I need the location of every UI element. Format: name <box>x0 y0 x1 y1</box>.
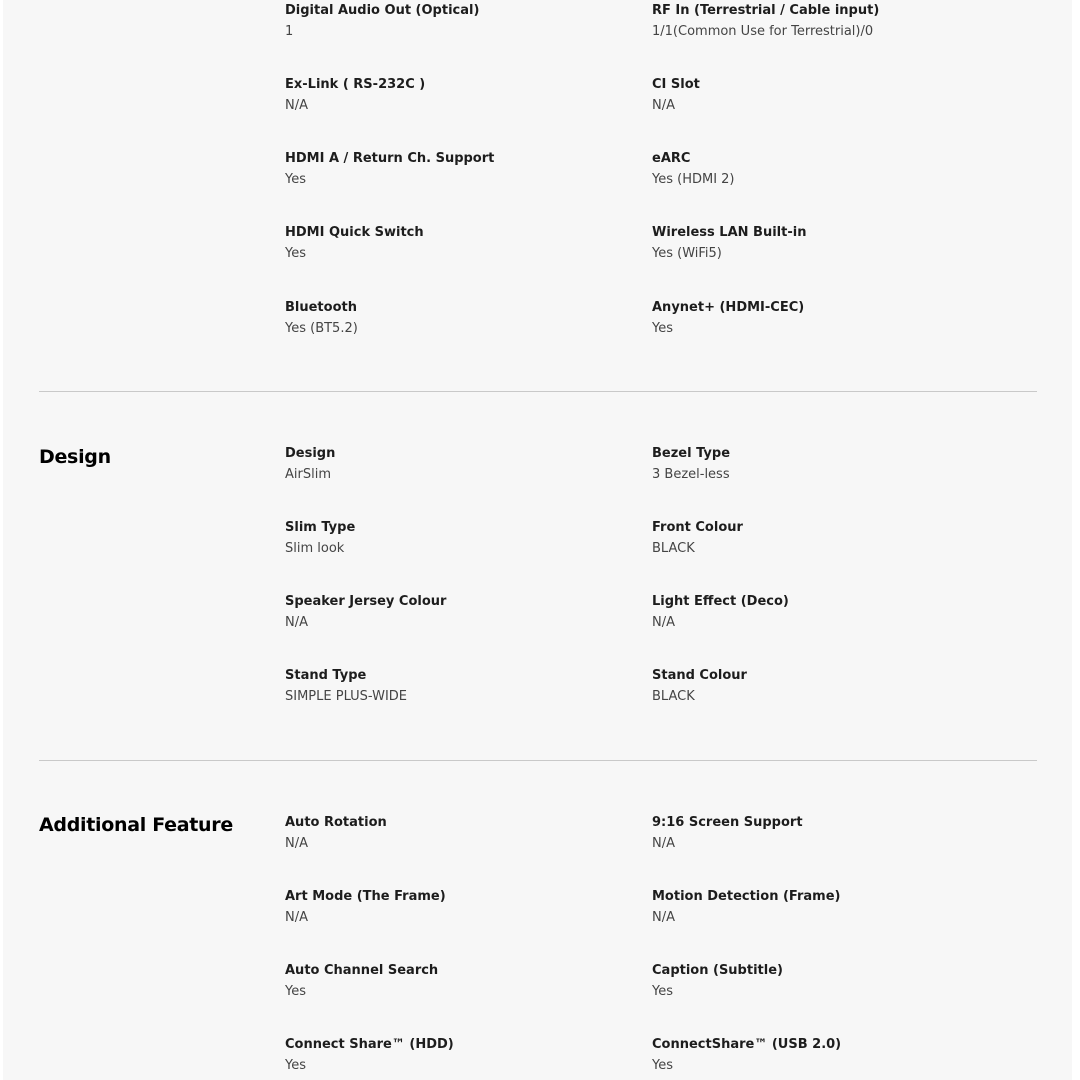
spec-label: HDMI Quick Switch <box>285 225 424 240</box>
spec-earc <box>652 151 992 188</box>
spec-label: Anynet+ (HDMI-CEC) <box>652 300 805 315</box>
spec-hdmi-quick-switch <box>285 225 625 262</box>
spec-label: Motion Detection (Frame) <box>652 889 841 904</box>
spec-anynet <box>652 300 992 337</box>
spec-label: Auto Channel Search <box>285 963 439 978</box>
spec-motion-detection <box>652 889 992 926</box>
spec-rf-in <box>652 3 992 40</box>
spec-value: N/A <box>285 836 308 851</box>
section-divider <box>39 391 1037 392</box>
spec-label: eARC <box>652 151 691 166</box>
spec-value: N/A <box>285 98 308 113</box>
spec-label: 9:16 Screen Support <box>652 815 803 830</box>
spec-digital-audio-out <box>285 3 625 40</box>
spec-label: Front Colour <box>652 520 743 535</box>
spec-label: Slim Type <box>285 520 356 535</box>
spec-caption-subtitle <box>652 963 992 1000</box>
spec-front-colour <box>652 520 992 557</box>
spec-label: Speaker Jersey Colour <box>285 594 447 609</box>
spec-value: Yes <box>285 984 306 999</box>
spec-value: N/A <box>652 615 675 630</box>
spec-value: SIMPLE PLUS-WIDE <box>285 689 408 704</box>
spec-value: 1/1(Common Use for Terrestrial)/0 <box>652 24 874 39</box>
spec-value: Yes (WiFi5) <box>652 246 722 261</box>
spec-value: 3 Bezel-less <box>652 467 730 482</box>
spec-value: Yes <box>652 321 673 336</box>
spec-label: HDMI A / Return Ch. Support <box>285 151 495 166</box>
spec-value: N/A <box>652 910 675 925</box>
spec-wireless-lan <box>652 225 992 262</box>
spec-9-16-screen-support <box>652 815 992 852</box>
spec-value: Yes <box>285 1058 306 1073</box>
spec-value: 1 <box>285 24 294 39</box>
spec-label: Digital Audio Out (Optical) <box>285 3 480 18</box>
spec-hdmi-return <box>285 151 625 188</box>
spec-label: Caption (Subtitle) <box>652 963 783 978</box>
spec-value: BLACK <box>652 689 695 704</box>
spec-bluetooth <box>285 300 625 337</box>
spec-value: N/A <box>285 910 308 925</box>
spec-label: Bluetooth <box>285 300 357 315</box>
spec-design <box>285 446 625 483</box>
spec-value: N/A <box>652 98 675 113</box>
spec-label: Light Effect (Deco) <box>652 594 789 609</box>
spec-ex-link <box>285 77 625 114</box>
specs-page <box>3 0 1072 1080</box>
spec-stand-colour <box>652 668 992 705</box>
spec-label: Stand Type <box>285 668 367 683</box>
spec-value: N/A <box>285 615 308 630</box>
spec-label: Connect Share™ (HDD) <box>285 1037 454 1052</box>
spec-label: Design <box>285 446 336 461</box>
spec-value: Slim look <box>285 541 345 556</box>
spec-ci-slot <box>652 77 992 114</box>
spec-bezel-type <box>652 446 992 483</box>
spec-value: Yes <box>285 246 306 261</box>
spec-label: Stand Colour <box>652 668 747 683</box>
spec-value: Yes (HDMI 2) <box>652 172 735 187</box>
section-title: Additional Feature <box>39 814 233 836</box>
spec-speaker-jersey-colour <box>285 594 625 631</box>
spec-auto-rotation <box>285 815 625 852</box>
spec-art-mode <box>285 889 625 926</box>
spec-value: Yes (BT5.2) <box>285 321 358 336</box>
spec-value: N/A <box>652 836 675 851</box>
section-divider <box>39 760 1037 761</box>
spec-stand-type <box>285 668 625 705</box>
spec-value: AirSlim <box>285 467 331 482</box>
spec-value: Yes <box>652 984 673 999</box>
spec-label: Wireless LAN Built-in <box>652 225 807 240</box>
spec-label: ConnectShare™ (USB 2.0) <box>652 1037 842 1052</box>
spec-connect-share-usb <box>652 1037 992 1074</box>
spec-label: Auto Rotation <box>285 815 387 830</box>
spec-slim-type <box>285 520 625 557</box>
spec-auto-channel-search <box>285 963 625 1000</box>
spec-label: Ex-Link ( RS-232C ) <box>285 77 426 92</box>
spec-label: Bezel Type <box>652 446 731 461</box>
spec-connect-share-hdd <box>285 1037 625 1074</box>
spec-label: RF In (Terrestrial / Cable input) <box>652 3 880 18</box>
spec-label: CI Slot <box>652 77 700 92</box>
spec-value: Yes <box>285 172 306 187</box>
section-title: Design <box>39 446 111 468</box>
spec-label: Art Mode (The Frame) <box>285 889 446 904</box>
spec-value: BLACK <box>652 541 695 556</box>
spec-value: Yes <box>652 1058 673 1073</box>
spec-light-effect <box>652 594 992 631</box>
